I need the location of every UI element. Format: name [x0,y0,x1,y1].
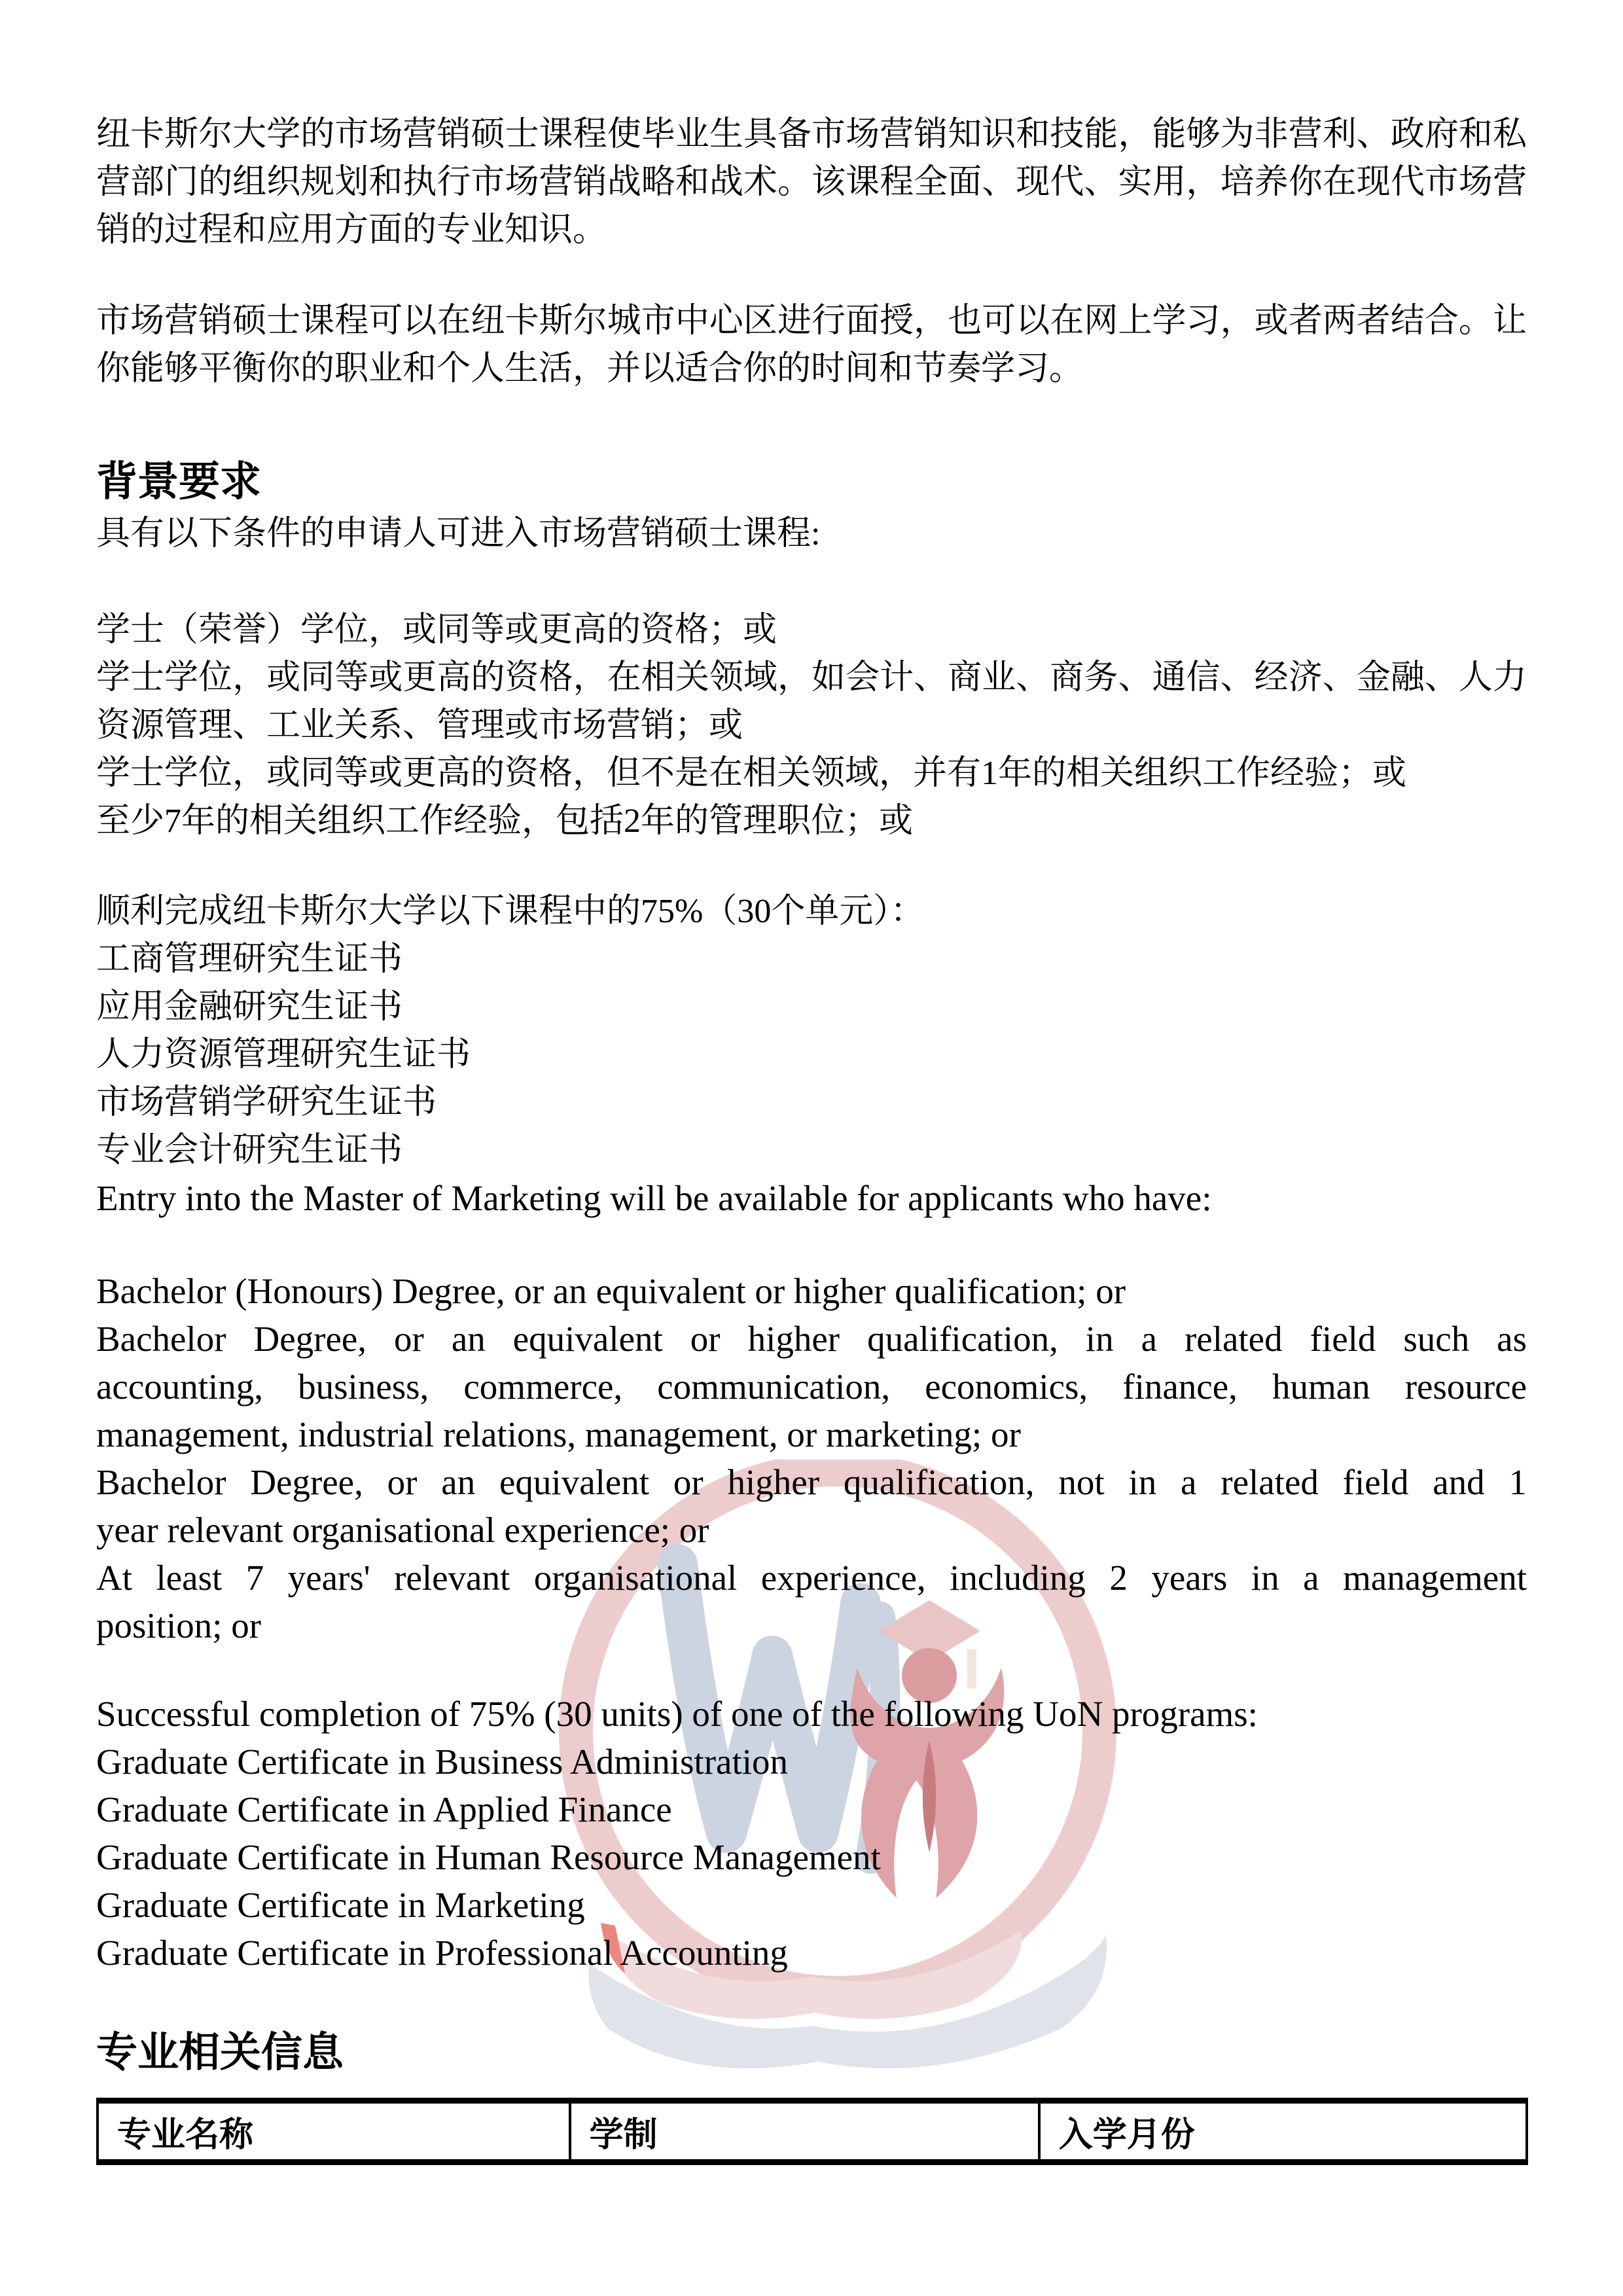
entry-intro-line: Entry into the Master of Marketing will be available for applicants who have: [96,1178,1212,1218]
requirement-line-en: Bachelor (Honours) Degree, or an equivalent or higher qualification; or [96,1271,1126,1311]
certificate-line: 工商管理研究生证书 [96,941,403,978]
requirement-line: 学士（荣誉）学位，或同等或更高的资格；或 [96,611,777,649]
requirement-line-en: Bachelor Degree, or an equivalent or higher qualification, not in a related field and 1 [96,1462,1527,1502]
requirement-line-en: Bachelor Degree, or an equivalent or higher qualification, in a related field such as [96,1319,1527,1359]
requirement-line: 学士学位，或同等或更高的资格，在相关领域，如会计、商业、商务、通信、经济、金融、人力 [96,659,1527,696]
requirement-line-en: At least 7 years' relevant organisational experience, including 2 years in a management [96,1558,1527,1598]
certificate-line-en: Graduate Certificate in Professional Accounting [96,1933,788,1973]
uon-programs-intro-line-en: Successful completion of 75% (30 units) of one of the following UoN programs: [96,1694,1258,1734]
table-header-duration: 学制 [571,2104,1041,2159]
certificate-line: 专业会计研究生证书 [96,1132,403,1169]
section-heading-program-info: 专业相关信息 [96,2030,344,2075]
program-info-table [96,2098,1528,2165]
logo-tassel [967,1649,976,1689]
requirement-line: 资源管理、工业关系、管理或市场营销；或 [96,707,743,744]
paragraph-line: 销的过程和应用方面的专业知识。 [96,211,607,249]
requirement-line-en: accounting, business, commerce, communication, economics, finance, human resource [96,1367,1527,1407]
certificate-line-en: Graduate Certificate in Marketing [96,1885,585,1925]
certificate-line: 市场营销学研究生证书 [96,1084,437,1121]
certificate-line-en: Graduate Certificate in Human Resource Management [96,1837,881,1877]
table-header-program-name: 专业名称 [99,2104,571,2159]
certificate-line-en: Graduate Certificate in Business Administration [96,1742,789,1782]
requirement-line-en: position; or [96,1605,262,1645]
paragraph-line: 纽卡斯尔大学的市场营销硕士课程使毕业生具备市场营销知识和技能，能够为非营利、政府和私 [96,116,1527,153]
uon-programs-intro-line: 顺利完成纽卡斯尔大学以下课程中的75%（30个单元）： [96,893,925,930]
paragraph-line: 你能够平衡你的职业和个人生活，并以适合你的时间和节奏学习。 [96,350,1084,387]
requirement-line: 学士学位，或同等或更高的资格，但不是在相关领域，并有1年的相关组织工作经验；或 [96,755,1407,792]
certificate-line: 应用金融研究生证书 [96,988,403,1026]
requirement-line-en: year relevant organisational experience; or [96,1510,709,1550]
paragraph-line: 市场营销硕士课程可以在纽卡斯尔城市中心区进行面授，也可以在网上学习，或者两者结合。让 [96,302,1527,340]
requirement-line-en: management, industrial relations, management, or marketing; or [96,1414,1021,1454]
section-heading-background: 背景要求 [96,459,261,505]
certificate-line: 人力资源管理研究生证书 [96,1036,471,1073]
paragraph-line: 营部门的组织规划和执行市场营销战略和战术。该课程全面、现代、实用，培养你在现代市场营 [96,164,1527,201]
table-header-intake-month: 入学月份 [1058,2117,1195,2154]
section-intro-line: 具有以下条件的申请人可进入市场营销硕士课程: [96,515,821,552]
certificate-line-en: Graduate Certificate in Applied Finance [96,1789,672,1829]
requirement-line: 至少7年的相关组织工作经验，包括2年的管理职位；或 [96,802,914,840]
